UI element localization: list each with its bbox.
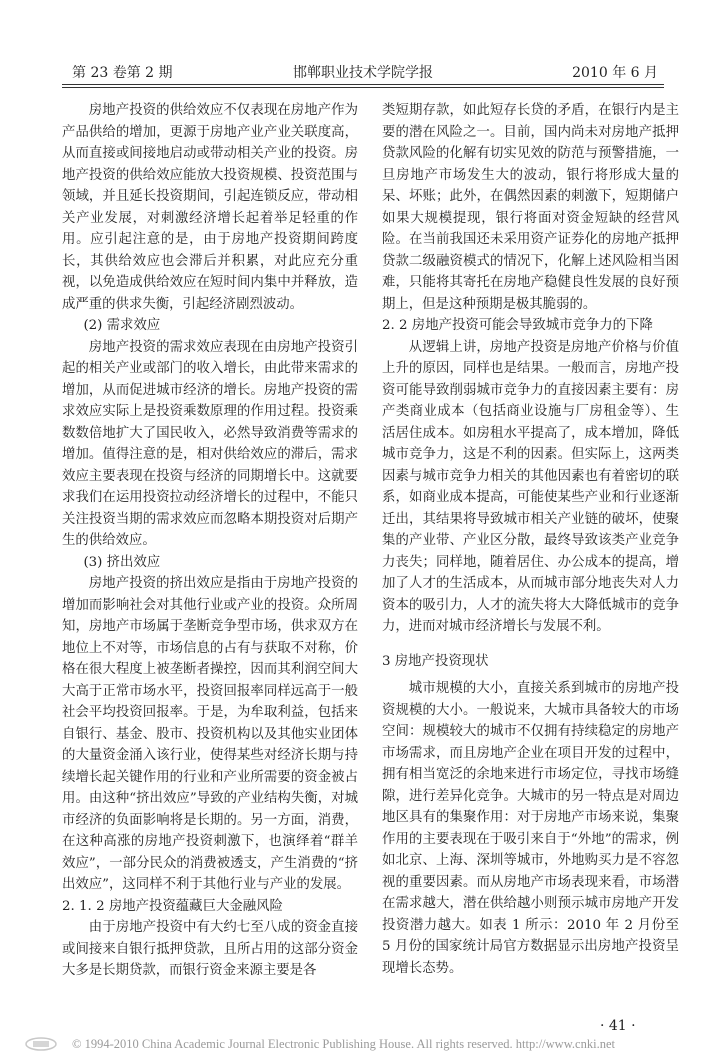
running-header (62, 24, 664, 81)
heading-demand-effect: (2) 需求效应 (83, 318, 161, 333)
header-rule-thin (62, 87, 664, 88)
journal-title: 邯郸职业技术学院学报 (293, 65, 433, 81)
header-rule-thick (62, 84, 664, 85)
issue-date: 2010 年 6 月 (572, 65, 658, 81)
heading-crowding-out-effect: (3) 挤出效应 (83, 554, 161, 570)
paragraph-financial-risk-cont: 类短期存款，如此短存长贷的矛盾，在银行内是主要的潜在风险之一。目前，国内尚未对房地产抵押贷款风险的化解有切实见效的防范与预警措施，一旦房地产市场发生大的波动，银行将形成大量的呆、坏账；此外，在偶然因素的刺激下，短期储户如果大规模提现，银行将面对资金短缺的经营风险。在当前我国还未采用资产证券化的房地产抵押贷款二级融资模式的情况下，化解上述风险相当困难，只能将其寄托在房地产稳健良性发展的良好预期上，但是这种预期是极其脆弱的。 (382, 103, 679, 312)
right-column (382, 100, 679, 979)
paragraph-crowding-out-effect: 房地产投资的挤出效应是指由于房地产投资的增加而影响社会对其他行业或产业的投资。众所周知，房地产市场属于垄断竞争型市场，供求双方在地位上不对等，市场信息的占有与获取不对称，价格在很大程度上被垄断者操控，因而其利润空间大大高于正常市场水平，投资回报率同样远高于一般社会平均投资回报率。于是，为牟取利益，包括来自银行、基金、股市、投资机构以及其他实业团体的大量资金涌入该行业，使得某些对经济长期与持续增长起关键作用的行业和产业所需要的资金被占用。由这种“挤出效应”导致的产业结构失衡，对城市经济的负面影响将是长期的。另一方面，消费，在这种高涨的房地产投资刺激下，也演绎着“群羊效应”，一部分民众的消费被透支，产生消费的“挤出效应”，这同样不利于其他行业与产业的发展。 (62, 576, 358, 892)
journal-volume-issue: 第 23 卷第 2 期 (72, 65, 173, 81)
page-number: · 41 · (600, 1018, 636, 1034)
publisher-footer (0, 1033, 726, 1057)
paragraph-supply-effect: 房地产投资的供给效应不仅表现在房地产作为产品供给的增加，更源于房地产业产业关联度高，从而直接或间接地启动或带动相关产业的投资。房地产投资的供给效应能放大投资规模、投资范围与领域，并且延长投资期间，引起连锁反应，带动相关产业发展，对刺激经济增长起着举足轻重的作用。应引起注意的是，由于房地产投资期间跨度长，其供给效应也会滞后并积累，对此应充分重视，以免造成供给效应在短时间内集中并释放，造成严重的供求失衡，引起经济剧烈波动。 (62, 103, 358, 312)
publisher-logo-icon (24, 1036, 58, 1052)
paragraph-demand-effect: 房地产投资的需求效应表现在由房地产投资引起的相关产业或部门的收入增长，由此带来需求的增加，从而促进城市经济的增长。房地产投资的需求效应实际上是投资乘数原理的作用过程。投资乘数数倍地扩大了国民收入，必然导致消费等需求的增加。值得注意的是，相对供给效应的滞后，需求效应主要表现在投资与经济的同期增长中。这就要求我们在运用投资拉动经济增长的过程中，不能只关注投资当期的需求效应而忽略本期投资对后期产生的供给效应。 (62, 339, 358, 548)
heading-section-2-1-2: 2. 1. 2 房地产投资蕴藏巨大金融风险 (62, 898, 283, 914)
left-column (62, 100, 358, 982)
paragraph-competitiveness: 从逻辑上讲，房地产投资是房地产价格与价值上升的原因，同样也是结果。一般而言，房地产投资可能导致削弱城市竞争力的直接因素主要有：房产类商业成本（包括商业设施与厂房租金等）、生活居住成本。如房租水平提高了，成本增加，降低城市竞争力，这是不利的因素。但实际上，这两类因素与城市竞争力相关的其他因素也有着密切的联系，如商业成本提高，可能使某些产业和行业逐渐迁出，其结果将导致城市相关产业链的破坏，使聚集的产业带、产业区分散，最终导致该类产业竞争力丧失；同样地，随着居住、办公成本的提高，增加了人才的生活成本，从而城市部分地丧失对人力资本的吸引力，人才的流失将大大降低城市的竞争力，进而对城市经济增长与发展不利。 (382, 339, 679, 634)
paragraph-investment-status: 城市规模的大小，直接关系到城市的房地产投资规模的大小。一般说来，大城市具备较大的市场空间：规模较大的城市不仅拥有持续稳定的房地产市场需求，而且房地产企业在项目开发的过程中，拥有相当宽泛的余地来进行市场定位，寻找市场缝隙，进行差异化竞争。大城市的另一特点是对周边地区具有的集聚作用：对于房地产市场来说，集聚作用的主要表现在于吸引来自于“外地”的需求，例如北京、上海、深圳等城市，外地购买力是不容忽视的重要因素。而从房地产市场表现来看，市场潜在需求越大，潜在供给越小则预示城市房地产开发投资潜力越大。如表 1 所示：2010 年 2 月份至 5 月份的国家统计局官方数据显示出房地产投资呈现增长态势。 (382, 681, 679, 976)
paragraph-financial-risk: 由于房地产投资中有大约七至八成的资金直接或间接来自银行抵押贷款，且所占用的这部分资金大多是长期贷款，而银行资金来源主要是各 (62, 920, 358, 978)
heading-section-3: 3 房地产投资现状 (382, 653, 489, 669)
heading-section-2-2: 2. 2 房地产投资可能会导致城市竞争力的下降 (382, 318, 653, 333)
copyright-text: © 1994-2010 China Academic Journal Electronic Publishing House. All rights reserved. http://www.cnki.net (72, 1037, 615, 1051)
